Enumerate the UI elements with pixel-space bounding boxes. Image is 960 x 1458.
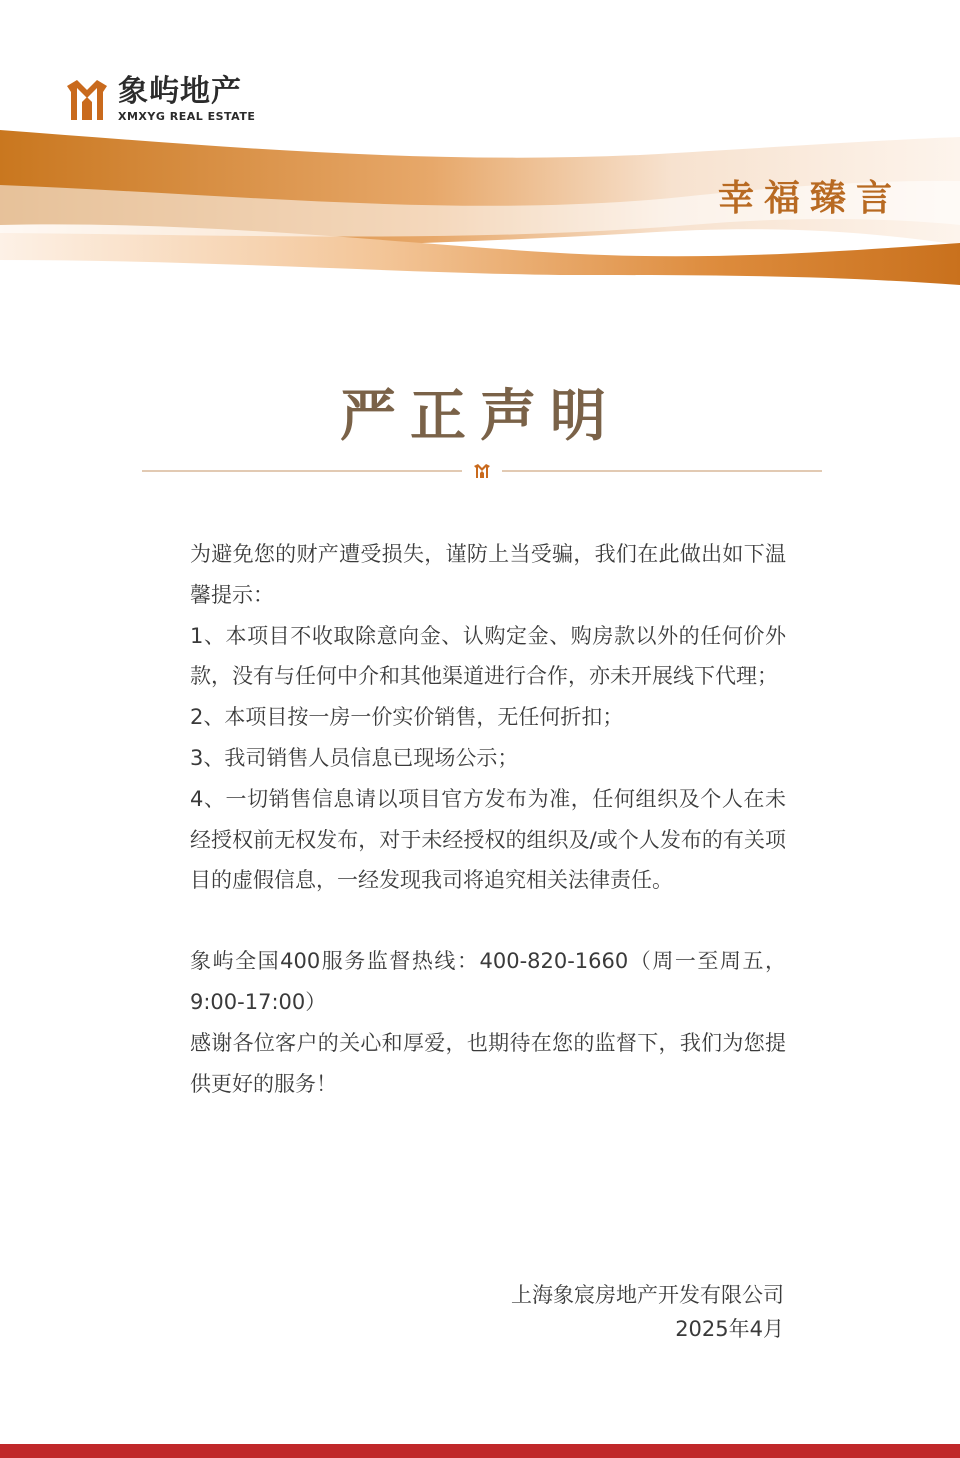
logo-chinese-name: 象屿地产	[118, 73, 242, 109]
notice-intro: 为避免您的财产遭受损失，谨防上当受骗，我们在此做出如下温馨提示：	[190, 542, 786, 607]
notice-item: 3、我司销售人员信息已现场公示；	[190, 745, 519, 770]
statement-date: 2025年4月	[675, 1317, 784, 1341]
notice-body	[190, 534, 786, 1104]
company-name: 上海象宸房地产开发有限公司	[511, 1283, 784, 1307]
logo-english-name: XMXYG REAL ESTATE	[118, 109, 256, 123]
slogan: 幸福臻言	[717, 177, 902, 219]
page-title: 严正声明	[340, 383, 620, 449]
divider-logo-icon	[474, 464, 490, 478]
notice-item: 4、一切销售信息请以项目官方发布为准，任何组织及个人在未经授权前无权发布，对于未经授权的组织及/或个人发布的有关项目的虚假信息，一经发现我司将追究相关法律责任。	[190, 786, 786, 893]
thanks-text: 感谢各位客户的关心和厚爱，也期待在您的监督下，我们为您提供更好的服务！	[190, 1030, 786, 1096]
logo-mark-icon	[64, 76, 110, 122]
notice-item: 1、本项目不收取除意向金、认购定金、购房款以外的任何价外款，没有与任何中介和其他渠道进行合作，亦未开展线下代理；	[190, 623, 786, 689]
title-divider	[142, 462, 822, 480]
hotline-text: 象屿全国400服务监督热线：400-820-1660（周一至周五，9:00-17:00）	[190, 949, 786, 1014]
notice-item: 2、本项目按一房一价实价销售，无任何折扣；	[190, 705, 624, 730]
bottom-bar	[0, 1444, 960, 1458]
signature-block	[511, 1278, 784, 1346]
company-logo	[64, 73, 256, 123]
